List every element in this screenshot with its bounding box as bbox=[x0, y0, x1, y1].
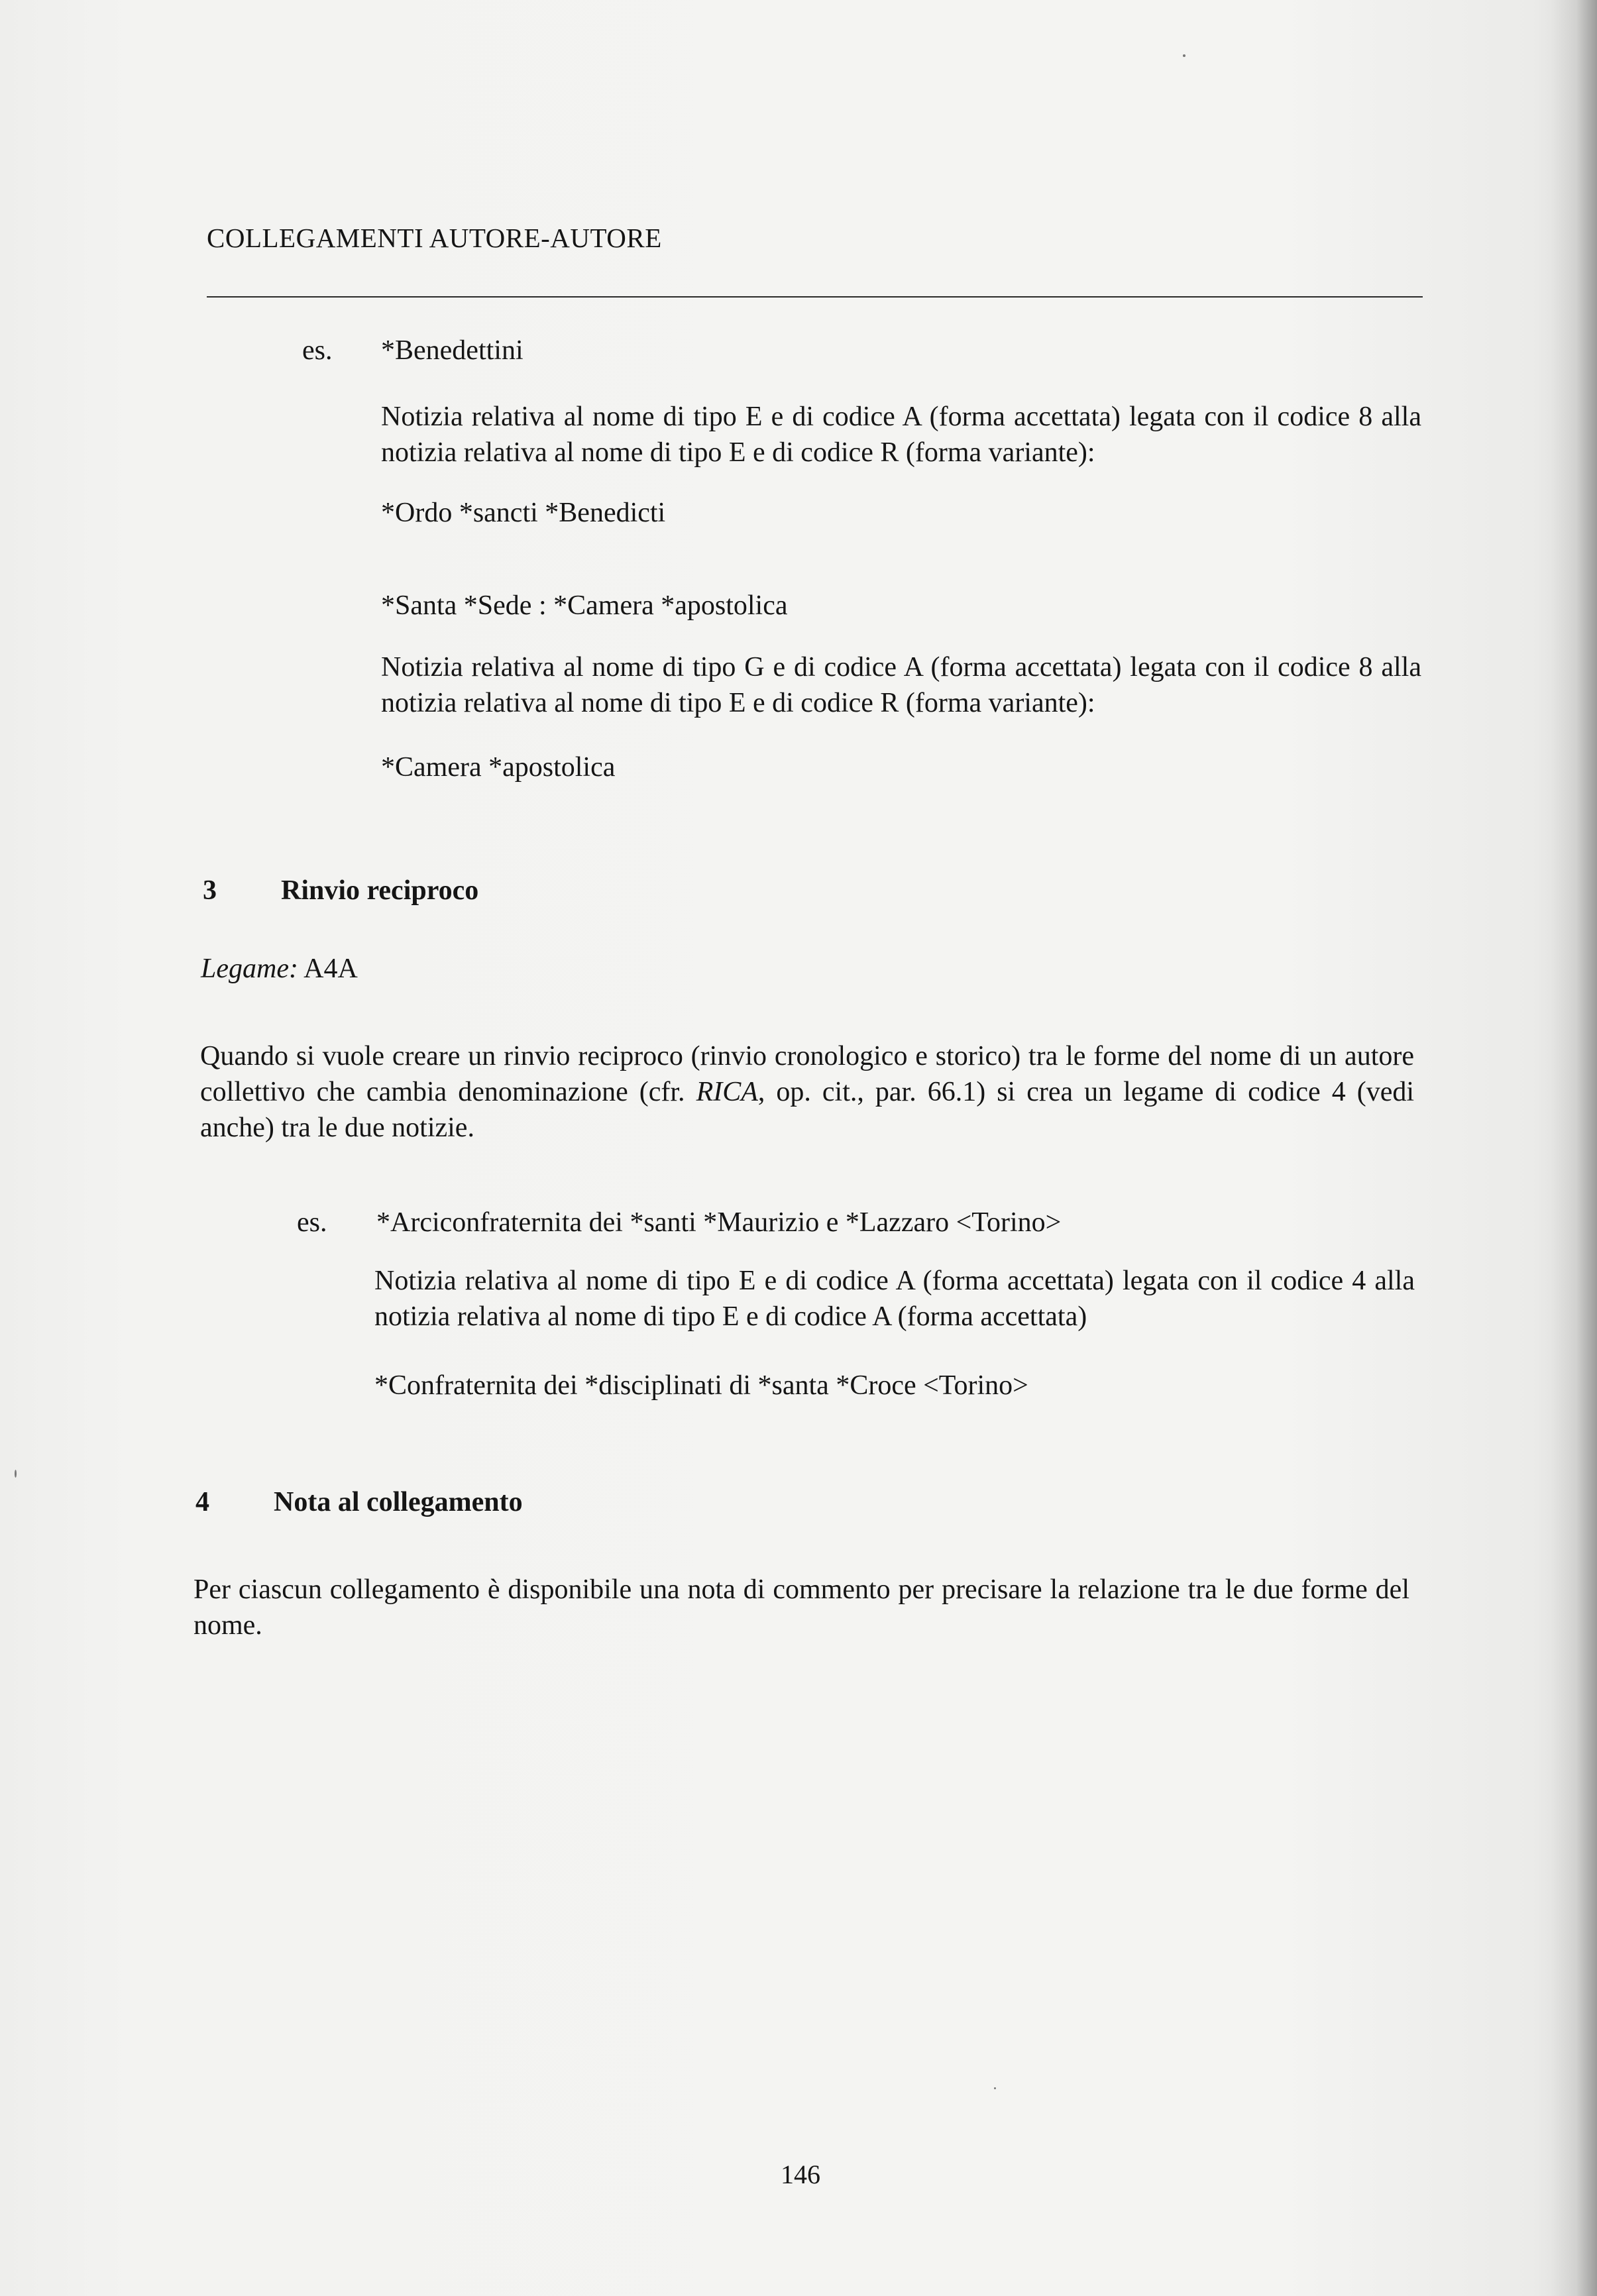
scan-speck bbox=[994, 2087, 996, 2089]
page-edge-shadow bbox=[1551, 0, 1597, 2296]
section-heading-4 bbox=[195, 1486, 523, 1518]
page-number: 146 bbox=[781, 2159, 820, 2189]
section-number: 3 bbox=[203, 875, 217, 906]
scan-speck bbox=[1183, 54, 1185, 57]
example-related: *Confraternita dei *disciplinati di *santa *Croce <Torino> bbox=[374, 1370, 1028, 1401]
example-description: Notizia relativa al nome di tipo E e di codice A (forma accettata) legata con il codice 8 alla notizia relativa al nome di tipo E e di codice R (forma variante): bbox=[381, 402, 1421, 468]
section-heading-3 bbox=[203, 875, 478, 906]
section-number: 4 bbox=[195, 1487, 209, 1517]
example-label: es. bbox=[297, 1207, 327, 1238]
example-name-benedettini: *Benedettini bbox=[381, 335, 523, 366]
example-name-camera: *Santa *Sede : *Camera *apostolica bbox=[381, 590, 788, 621]
example-variant: *Ordo *sancti *Benedicti bbox=[381, 498, 666, 528]
example-name-arciconfraternita: *Arciconfraternita dei *santi *Maurizio e *Lazzaro <Torino> bbox=[376, 1207, 1062, 1238]
example-description: Notizia relativa al nome di tipo G e di codice A (forma accettata) legata con il codice 8 alla notizia relativa al nome di tipo E e di codice R (forma variante): bbox=[381, 652, 1421, 718]
section3-paragraph bbox=[200, 1038, 1414, 1146]
legame-value: A4A bbox=[303, 954, 358, 984]
scan-speck bbox=[15, 1470, 17, 1478]
rica-citation: RICA bbox=[696, 1077, 758, 1107]
section-title: Rinvio reciproco bbox=[281, 875, 479, 906]
paragraph-text: Quando si vuole creare un rinvio reciproco (rinvio cronologico e storico) tra le forme del nome di un autore collettivo che cambia denominazione (cfr. bbox=[200, 1041, 1414, 1107]
paragraph-text: , op. cit., par. 66.1) si crea un legame di codice 4 (vedi anche) tra le due notizie. bbox=[200, 1077, 1415, 1143]
section4-paragraph: Per ciascun collegamento è disponibile una nota di commento per precisare la relazione tra le due forme del nome. bbox=[193, 1574, 1409, 1641]
example-variant: *Camera *apostolica bbox=[381, 752, 616, 783]
legame-line bbox=[201, 951, 358, 987]
running-header: COLLEGAMENTI AUTORE-AUTORE bbox=[207, 223, 662, 253]
header-rule bbox=[207, 296, 1423, 298]
example-label: es. bbox=[302, 335, 333, 366]
example-description: Notizia relativa al nome di tipo E e di codice A (forma accettata) legata con il codice 4 alla notizia relativa al nome di tipo E e di codice A (forma accettata) bbox=[374, 1266, 1415, 1332]
legame-label: Legame: bbox=[201, 954, 298, 984]
section-title: Nota al collegamento bbox=[274, 1487, 523, 1517]
